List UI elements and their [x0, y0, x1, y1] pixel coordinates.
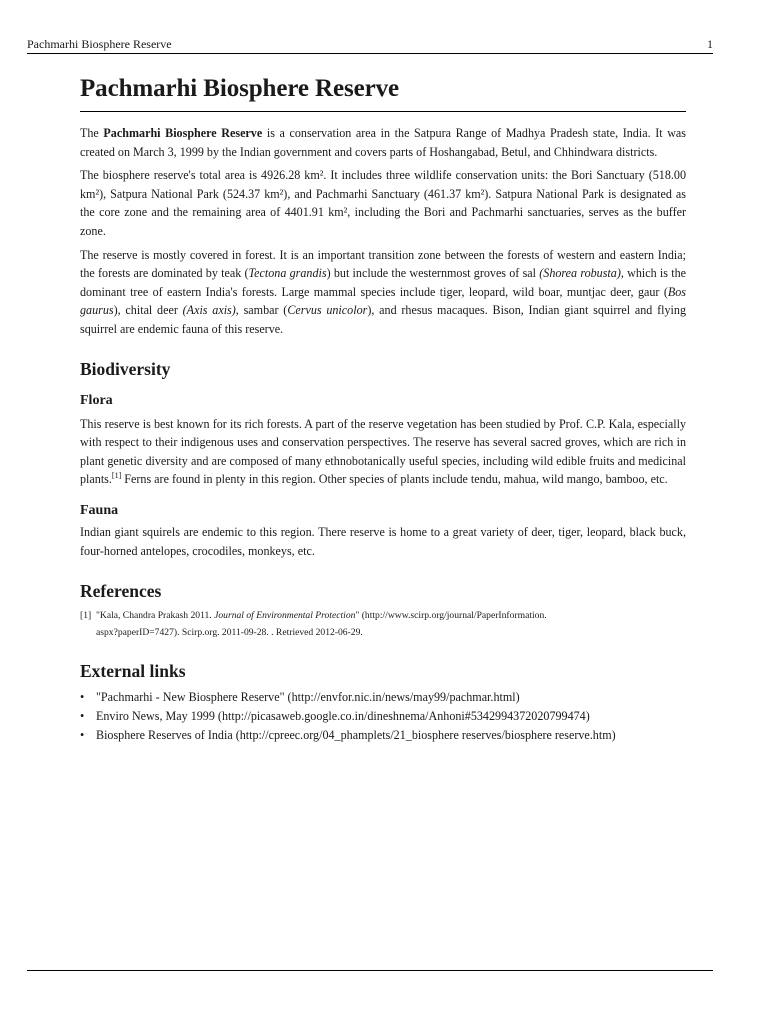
bullet: •	[80, 690, 85, 705]
bullet: •	[80, 709, 85, 724]
species-name: Cervus unicolor	[287, 303, 368, 318]
reference-number: [1]	[80, 610, 92, 622]
citation-link[interactable]: [1]	[111, 471, 122, 481]
external-links-list	[80, 688, 686, 745]
reference-item	[80, 607, 686, 641]
fauna-paragraph: Indian giant squirels are endemic to this region. There reserve is home to a great variety of deer, tiger, leopard, black buck, four-horned antelopes, crocodiles, monkeys, etc.	[80, 524, 686, 558]
intro-text: ), chital deer	[113, 303, 183, 318]
running-head	[27, 37, 713, 52]
external-link-item[interactable]	[80, 726, 686, 745]
reference-line-1	[80, 607, 686, 624]
running-head-title: Pachmarhi Biosphere Reserve	[27, 37, 172, 51]
species-name: Tectona grandis	[248, 266, 327, 281]
header-rule	[27, 53, 713, 54]
species-name: Bos gaurus	[80, 284, 686, 318]
section-heading-references: References	[80, 581, 162, 602]
intro-paragraph-3	[80, 246, 686, 339]
intro-text: The	[80, 126, 104, 140]
reference-text: "Kala, Chandra Prakash 2011.	[95, 610, 215, 622]
section-heading-external-links: External links	[80, 661, 186, 682]
reference-journal: Journal of Environmental Protection	[214, 610, 356, 622]
reference-line-2[interactable]: aspx?paperID=7427). Scirp.org. 2011-09-28. . Retrieved 2012-06-29.	[96, 627, 363, 639]
page-title: Pachmarhi Biosphere Reserve	[80, 72, 686, 112]
subsection-heading-flora: Flora	[80, 392, 113, 408]
external-link-item[interactable]	[80, 707, 686, 726]
intro-text: ) but include the westernmost groves of sal	[326, 266, 540, 281]
flora-paragraph	[80, 415, 686, 489]
external-link-item[interactable]	[80, 688, 686, 707]
subsection-heading-fauna: Fauna	[80, 502, 119, 518]
intro-text: ), and rhesus macaques. Bison, Indian giant squirrel and flying squirrel are endemic fauna of this reserve.	[80, 303, 686, 336]
intro-paragraph-2: The biosphere reserve's total area is 4926.28 km². It includes three wildlife conservation units: the Bori Sanctuary (518.00 km²), Satpura National Park (524.37 km²), and Pachmarhi Sanctuary (461.37 km²). Satpura National Park is designated as the core zone and the remaining area of 4401.91 km², including the Bori and Pachmarhi sanctuaries, serves as the buffer zone.	[80, 168, 686, 238]
intro-paragraph-1	[80, 124, 686, 161]
species-name: (Axis axis)	[182, 303, 236, 318]
external-link-text[interactable]: "Pachmarhi - New Biosphere Reserve" (http://envfor.nic.in/news/may99/pachmar.html)	[96, 690, 520, 705]
external-link-text[interactable]: Biosphere Reserves of India (http://cpreec.org/04_phamplets/21_biosphere reserves/biosphere reserve.htm)	[96, 728, 616, 743]
section-heading-biodiversity: Biodiversity	[80, 358, 171, 379]
article-body	[80, 72, 686, 745]
intro-text: , sambar (	[235, 303, 288, 318]
reference-link[interactable]: " (http://www.scirp.org/journal/PaperInformation.	[355, 610, 547, 622]
intro-bold-term: Pachmarhi Biosphere Reserve	[103, 126, 263, 140]
intro-text: is a conservation area in the Satpura Range of Madhya Pradesh state, India. It was created on March 3, 1999 by the Indian government and covers parts of Hoshangabad, Betul, and Chhindwara districts.	[80, 126, 687, 159]
intro-text: The reserve is mostly covered in forest. It is an important transition zone between the forests of western and eastern India; the forests are dominated by teak (	[80, 247, 686, 281]
species-name: (Shorea robusta)	[539, 266, 621, 281]
intro-text: , which is the dominant tree of eastern India's forests. Large mammal species include tiger, leopard, wild boar, muntjac deer, gaur (	[80, 266, 687, 299]
page-number: 1	[707, 37, 713, 51]
footer-rule	[27, 970, 713, 971]
flora-text: This reserve is best known for its rich forests. A part of the reserve vegetation has been studied by Prof. C.P. Kala, especially with respect to their indigenous uses and conservation perspectives. The reserve has several sacred groves, which are rich in plant genetic diversity and are composed of many ethnobotanically useful species, including wild edible fruits and medicinal plants.	[80, 416, 686, 487]
bullet: •	[80, 728, 85, 743]
flora-text: Ferns are found in plenty in this region. Other species of plants include tendu, mahua, wild mango, bamboo, etc.	[121, 472, 668, 487]
external-link-text[interactable]: Enviro News, May 1999 (http://picasaweb.google.co.in/dineshnema/Anhoni#5342994372020799474)	[96, 709, 590, 724]
